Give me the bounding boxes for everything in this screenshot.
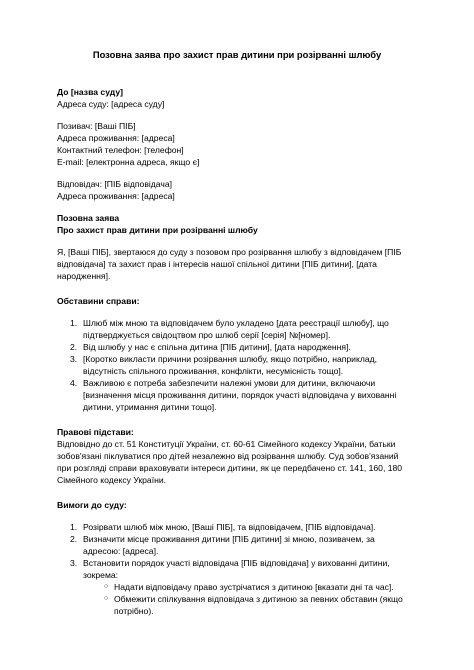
item-line: Розірвати шлюб між мною, [Ваші ПІБ], та відповідачем, [ПІБ відповідача].: [83, 522, 376, 532]
legal-line: при розгляді справи враховувати інтереси дитини, як це передбачено ст. 141, 160, 180: [57, 463, 403, 473]
legal-heading: Правові підстави:: [57, 427, 134, 437]
item-line: потрібно).: [114, 606, 154, 616]
legal-line: Відповідно до ст. 51 Конституції України, ст. 60-61 Сімейного кодексу України, батьки: [57, 439, 396, 449]
item-line: Від шлюбу у нас є спільна дитина [ПІБ дитини], [дата народження].: [83, 342, 351, 352]
list-item: [57, 377, 419, 413]
defendant-address: Адреса проживання: [адреса]: [57, 191, 175, 201]
circumstances-list: [57, 317, 419, 413]
list-item: [57, 317, 419, 341]
demands-list: [57, 521, 419, 581]
item-number: 1.: [70, 318, 78, 328]
legal-line: зобов'язані піклуватися про дітей незалежно від розірвання шлюбу. Суд зобов'язаний: [57, 451, 399, 461]
legal-text: [57, 438, 419, 486]
item-number: 1.: [70, 522, 78, 532]
item-number: 2.: [70, 534, 78, 544]
claim-subheading: Про захист прав дитини при розірванні шлюбу: [57, 225, 258, 235]
list-item: [57, 557, 419, 581]
item-line: [Коротко викласти причини розірвання шлюбу, якщо потрібно, наприклад,: [83, 354, 378, 364]
claim-intro: [57, 246, 419, 282]
demands-heading: Вимоги до суду:: [57, 500, 127, 510]
hollow-bullet-icon: ○: [104, 583, 109, 590]
item-number: 3.: [70, 558, 78, 568]
item-line: підтверджується свідоцтвом про шлюб серії [серія] №[номер].: [83, 330, 331, 340]
claim-intro-line: Я, [Ваші ПІБ], звертаюся до суду з позовом про розірвання шлюбу з відповідачем [ПІБ: [57, 247, 402, 257]
demands-sublist: [57, 581, 419, 617]
list-item: [57, 581, 419, 593]
item-line: Шлюб між мною та відповідачем було укладено [дата реєстрації шлюбу], що: [83, 318, 389, 328]
list-item: [57, 533, 419, 557]
item-line: Встановити порядок участі відповідача [ПІБ відповідача] у вихованні дитини,: [83, 558, 390, 568]
item-line: Визначити місце проживання дитини [ПІБ дитини] зі мною, позивачем, за: [83, 534, 375, 544]
court-heading: До [назва суду]: [57, 87, 123, 97]
plaintiff-phone: Контактний телефон: [телефон]: [57, 145, 184, 155]
defendant-name: Відповідач: [ПІБ відповідача]: [57, 179, 173, 189]
item-line: Обмежити спілкування відповідача з дитиною за певних обставин (якщо: [114, 594, 403, 604]
item-number: 3.: [70, 354, 78, 364]
claim-intro-line: відповідача] та захист прав і інтересів нашої спільної дитини [ПІБ дитини], [дата: [57, 259, 377, 269]
document-title: Позовна заява про захист прав дитини при розірванні шлюбу: [92, 49, 382, 60]
document-body: [57, 86, 419, 617]
list-item: [57, 353, 419, 377]
list-item: [57, 341, 419, 353]
claim-intro-line: народження].: [57, 271, 111, 281]
item-number: 4.: [70, 378, 78, 388]
plaintiff-email: E-mail: [електронна адреса, якщо є]: [57, 157, 200, 167]
claim-heading: Позовна заява: [57, 213, 120, 223]
item-line: адресою: [адреса].: [83, 546, 159, 556]
item-line: Надати відповідачу право зустрічатися з дитиною [вказати дні та час].: [114, 582, 394, 592]
hollow-bullet-icon: ○: [104, 595, 109, 602]
plaintiff-name: Позивач: [Ваші ПІБ]: [57, 121, 136, 131]
item-line: [визначення місця проживання дитини, порядок участі відповідача у вихованні: [83, 390, 397, 400]
plaintiff-address: Адреса проживання: [адреса]: [57, 133, 175, 143]
item-line: відсутність спільного проживання, конфлікти, несумісність тощо].: [83, 366, 344, 376]
court-address: Адреса суду: [адреса суду]: [57, 99, 165, 109]
list-item: [57, 593, 419, 617]
circumstances-heading: Обставини справи:: [57, 296, 140, 306]
legal-line: Сімейного кодексу України.: [57, 475, 167, 485]
item-line: зокрема:: [83, 570, 119, 580]
list-item: [57, 521, 419, 533]
item-line: Важливою є потреба забезпечити належні умови для дитини, включаючи: [83, 378, 376, 388]
item-number: 2.: [70, 342, 78, 352]
item-line: дитини, утримання дитини тощо].: [83, 402, 217, 412]
